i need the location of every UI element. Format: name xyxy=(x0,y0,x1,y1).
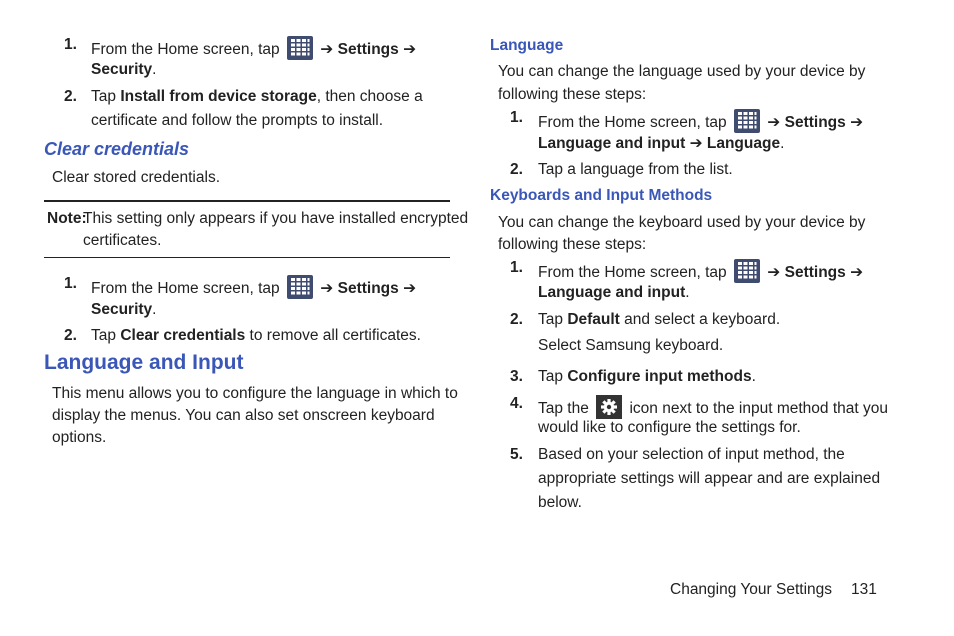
step-text xyxy=(538,311,780,329)
step-number: 1. xyxy=(510,109,523,126)
note-bottom-rule xyxy=(44,257,450,258)
step-number: 2. xyxy=(64,88,77,105)
step-text-cont: appropriate settings will appear and are explained xyxy=(538,470,881,487)
step-text xyxy=(538,109,863,133)
note-label: Note: xyxy=(47,210,87,227)
configure-input-methods-label: Configure input methods xyxy=(567,368,752,385)
step-text-plain: Tap the xyxy=(538,400,589,417)
keyboards-heading: Keyboards and Input Methods xyxy=(490,187,713,204)
gear-icon xyxy=(596,395,622,419)
arrow: ➔ xyxy=(403,41,417,58)
note-top-rule xyxy=(44,200,450,202)
step-text-plain: Tap xyxy=(538,368,563,385)
step-text xyxy=(538,395,888,419)
step-text-plain: and select a keyboard. xyxy=(619,311,781,328)
step-text-plain: icon next to the input method that you xyxy=(629,400,888,417)
security-label: Security xyxy=(91,61,153,78)
section-text: options. xyxy=(52,429,107,446)
arrow: ➔ xyxy=(689,135,703,152)
apps-grid-icon xyxy=(287,36,313,60)
step-text-cont xyxy=(91,61,156,79)
step-text-plain: Tap xyxy=(538,311,563,328)
language-label: Language xyxy=(706,135,781,152)
settings-label: Settings xyxy=(337,280,399,297)
period: . xyxy=(751,368,756,385)
arrow: ➔ xyxy=(850,264,864,281)
arrow: ➔ xyxy=(850,114,864,131)
security-label: Security xyxy=(91,301,153,318)
step-text xyxy=(538,259,863,283)
step-number: 1. xyxy=(510,259,523,276)
step-text-cont xyxy=(538,284,690,302)
language-and-input-heading: Language and Input xyxy=(44,351,244,374)
step-text xyxy=(91,327,421,345)
clear-credentials-label: Clear credentials xyxy=(120,327,246,344)
step-text-cont: Select Samsung keyboard. xyxy=(538,337,724,354)
section-text: You can change the keyboard used by your device by xyxy=(498,214,866,231)
step-number: 1. xyxy=(64,36,77,53)
language-heading: Language xyxy=(490,37,564,54)
step-text xyxy=(91,36,416,60)
step-text-plain: , then choose a xyxy=(316,88,423,105)
clear-credentials-text: Clear stored credentials. xyxy=(52,169,220,186)
default-label: Default xyxy=(567,311,620,328)
step-text: Tap a language from the list. xyxy=(538,161,733,178)
clear-credentials-heading: Clear credentials xyxy=(44,139,190,159)
step-text-plain: Tap xyxy=(91,327,116,344)
arrow: ➔ xyxy=(767,114,781,131)
period: . xyxy=(685,284,690,301)
step-text-cont xyxy=(91,301,156,319)
note-text: This setting only appears if you have installed encrypted xyxy=(83,210,469,227)
install-label: Install from device storage xyxy=(120,88,317,105)
section-text: following these steps: xyxy=(498,86,647,103)
note-text: certificates. xyxy=(83,232,162,249)
step-text-plain: From the Home screen, tap xyxy=(91,41,280,58)
step-number: 2. xyxy=(510,161,523,178)
step-text-cont: below. xyxy=(538,494,582,511)
apps-grid-icon xyxy=(287,275,313,299)
arrow: ➔ xyxy=(320,280,334,297)
settings-label: Settings xyxy=(337,41,399,58)
step-text-plain: to remove all certificates. xyxy=(245,327,421,344)
step-text xyxy=(91,88,423,106)
step-number: 4. xyxy=(510,395,523,412)
step-number: 2. xyxy=(510,311,523,328)
language-and-input-label: Language and input xyxy=(538,135,686,152)
step-text-plain: From the Home screen, tap xyxy=(91,280,280,297)
arrow: ➔ xyxy=(403,280,417,297)
apps-grid-icon xyxy=(734,259,760,283)
settings-label: Settings xyxy=(784,114,846,131)
step-text-cont: certificate and follow the prompts to install. xyxy=(91,112,384,129)
section-text: You can change the language used by your device by xyxy=(498,63,866,80)
step-text xyxy=(91,275,416,299)
page-number: 131 xyxy=(851,581,877,598)
step-text-plain: From the Home screen, tap xyxy=(538,114,727,131)
step-number: 5. xyxy=(510,446,523,463)
section-text: This menu allows you to configure the language in which to xyxy=(52,385,458,402)
step-number: 3. xyxy=(510,368,523,385)
step-number: 2. xyxy=(64,327,77,344)
period: . xyxy=(780,135,785,152)
arrow: ➔ xyxy=(320,41,334,58)
step-text-plain: From the Home screen, tap xyxy=(538,264,727,281)
language-and-input-label: Language and input xyxy=(538,284,686,301)
section-text: display the menus. You can also set onscreen keyboard xyxy=(52,407,435,424)
step-text: Based on your selection of input method, the xyxy=(538,446,845,463)
section-text: following these steps: xyxy=(498,236,647,253)
period: . xyxy=(152,61,157,78)
step-text-cont xyxy=(538,134,784,153)
footer-section-title: Changing Your Settings xyxy=(670,581,833,598)
apps-grid-icon xyxy=(734,109,760,133)
step-text-cont: would like to configure the settings for. xyxy=(538,419,801,436)
settings-label: Settings xyxy=(784,264,846,281)
period: . xyxy=(152,301,157,318)
step-text-plain: Tap xyxy=(91,88,116,105)
step-number: 1. xyxy=(64,275,77,292)
step-text xyxy=(538,368,756,386)
arrow: ➔ xyxy=(767,264,781,281)
